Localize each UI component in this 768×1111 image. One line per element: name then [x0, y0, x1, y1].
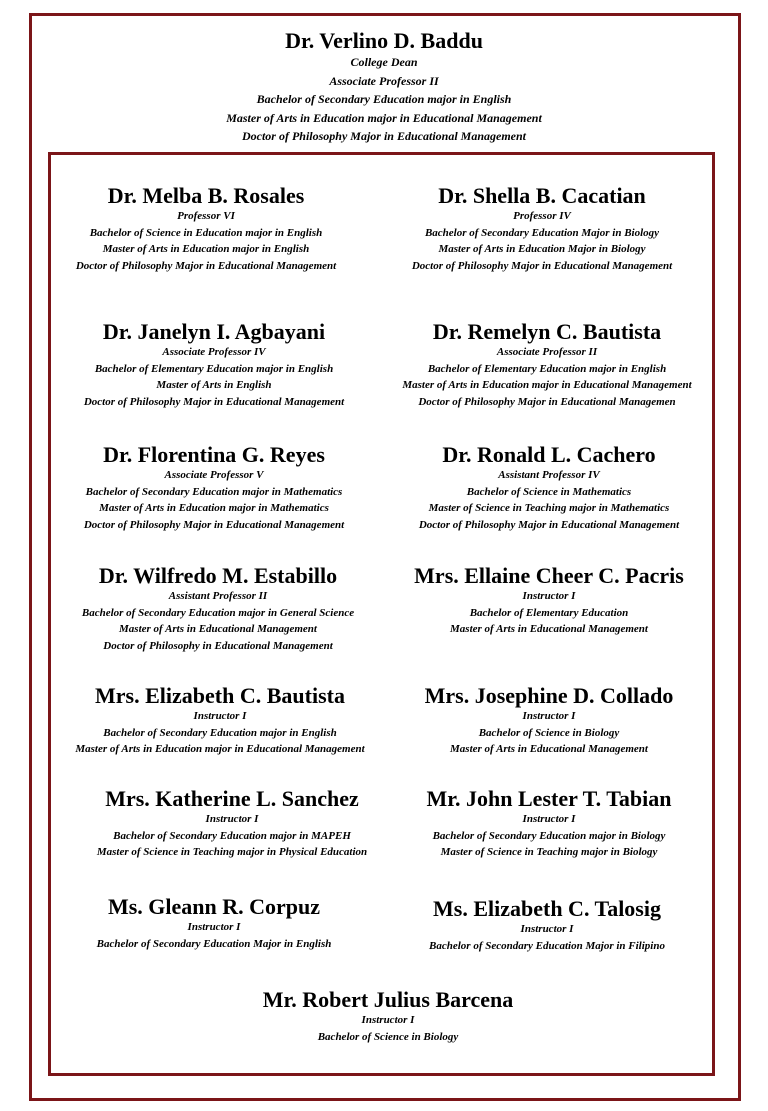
faculty-rank: Instructor I	[522, 590, 576, 602]
faculty-rank: Assistant Professor II	[168, 590, 268, 602]
faculty-card	[382, 897, 712, 954]
faculty-name: Dr. Florentina G. Reyes	[103, 442, 325, 467]
faculty-degree: Bachelor of Science in Education major in English	[89, 226, 323, 239]
faculty-rank: Instructor I	[193, 710, 247, 722]
faculty-name: Dr. Ronald L. Cachero	[442, 442, 656, 467]
faculty-degree: Doctor of Philosophy Major in Educational Management	[411, 259, 673, 272]
faculty-degree: Doctor of Philosophy Major in Educational Management	[83, 518, 345, 531]
faculty-card	[0, 988, 768, 1045]
faculty-card	[382, 564, 716, 638]
faculty-degree: Bachelor of Secondary Education major in Mathematics	[85, 485, 343, 498]
faculty-degree: Bachelor of Secondary Education major in English	[103, 726, 337, 739]
faculty-rank: Associate Professor IV	[162, 346, 266, 358]
faculty-name: Dr. Remelyn C. Bautista	[432, 319, 662, 344]
dean-degree: Bachelor of Secondary Education major in English	[256, 92, 512, 107]
faculty-degree: Bachelor of Secondary Education major in Biology	[432, 829, 666, 842]
faculty-rank: Associate Professor II	[496, 346, 598, 358]
faculty-degree: Master of Arts in Education major in Educational Management	[402, 379, 692, 391]
faculty-card	[382, 184, 702, 274]
faculty-degree: Master of Arts in Education major in Educational Management	[75, 743, 365, 755]
faculty-degree: Master of Science in Teaching major in Physical Education	[96, 846, 368, 858]
faculty-degree: Doctor of Philosophy in Educational Management	[103, 639, 333, 652]
faculty-card	[56, 895, 372, 952]
faculty-card	[382, 684, 716, 758]
faculty-degree: Doctor of Philosophy Major in Educational Management	[418, 518, 680, 531]
faculty-name: Mrs. Josephine D. Collado	[424, 683, 674, 708]
faculty-degree: Master of Arts in Education major in Mathematics	[99, 502, 329, 514]
faculty-name: Dr. Melba B. Rosales	[107, 183, 305, 208]
faculty-degree: Master of Arts in English	[156, 379, 272, 391]
faculty-rank: Professor VI	[177, 210, 235, 222]
faculty-name: Dr. Wilfredo M. Estabillo	[98, 563, 338, 588]
faculty-degree: Master of Science in Teaching major in Mathematics	[428, 502, 670, 514]
faculty-degree: Bachelor of Secondary Education Major in Filipino	[429, 939, 665, 952]
dean-degree: Doctor of Philosophy Major in Educational Management	[241, 129, 527, 144]
faculty-degree: Bachelor of Science in Biology	[478, 726, 620, 739]
faculty-degree: Master of Arts in Education major in English	[102, 243, 310, 255]
faculty-card	[56, 184, 356, 274]
faculty-name: Mr. John Lester T. Tabian	[426, 786, 672, 811]
faculty-card	[56, 320, 372, 410]
faculty-degree: Bachelor of Secondary Education Major in English	[96, 937, 332, 950]
faculty-name: Ms. Gleann R. Corpuz	[107, 894, 321, 919]
faculty-name: Mrs. Ellaine Cheer C. Pacris	[414, 563, 684, 588]
faculty-card	[82, 787, 382, 861]
faculty-name: Dr. Shella B. Cacatian	[438, 183, 646, 208]
faculty-rank: Instructor I	[361, 1014, 415, 1026]
faculty-degree: Bachelor of Science in Biology	[317, 1030, 459, 1043]
faculty-name: Mr. Robert Julius Barcena	[262, 987, 514, 1012]
faculty-card	[56, 443, 372, 533]
dean-rank: Associate Professor II	[329, 73, 439, 88]
faculty-degree: Bachelor of Elementary Education	[469, 606, 629, 619]
faculty-degree: Bachelor of Elementary Education major in English	[94, 362, 334, 375]
faculty-degree: Doctor of Philosophy Major in Educational Managemen	[418, 395, 676, 408]
faculty-degree: Master of Arts in Educational Management	[450, 623, 648, 635]
faculty-name: Mrs. Elizabeth C. Bautista	[95, 683, 345, 708]
faculty-card	[382, 320, 712, 410]
faculty-rank: Instructor I	[205, 813, 259, 825]
faculty-card	[382, 787, 716, 861]
faculty-rank: Assistant Professor IV	[498, 469, 600, 481]
faculty-name: Ms. Elizabeth C. Talosig	[433, 896, 661, 921]
faculty-name: Dr. Janelyn I. Agbayani	[102, 319, 326, 344]
faculty-name: Mrs. Katherine L. Sanchez	[105, 786, 359, 811]
dean-name: Dr. Verlino D. Baddu	[285, 28, 483, 53]
faculty-degree: Bachelor of Science in Mathematics	[466, 485, 632, 498]
dean-degree: Master of Arts in Education major in Educational Management	[226, 110, 542, 125]
faculty-rank: Instructor I	[522, 813, 576, 825]
faculty-rank: Instructor I	[522, 710, 576, 722]
faculty-card	[382, 443, 716, 533]
faculty-rank: Professor IV	[513, 210, 571, 222]
faculty-card	[56, 564, 380, 654]
faculty-rank: Instructor I	[520, 923, 574, 935]
faculty-card	[56, 684, 384, 758]
faculty-degree: Doctor of Philosophy Major in Educational Management	[75, 259, 337, 272]
dean-card	[0, 29, 768, 146]
faculty-degree: Doctor of Philosophy Major in Educational Management	[83, 395, 345, 408]
faculty-degree: Master of Arts in Education Major in Biology	[438, 243, 646, 255]
faculty-degree: Master of Arts in Educational Management	[450, 743, 648, 755]
faculty-degree: Bachelor of Secondary Education major in General Science	[81, 606, 355, 619]
faculty-rank: Associate Professor V	[164, 469, 264, 481]
faculty-degree: Bachelor of Secondary Education Major in Biology	[424, 226, 660, 239]
faculty-degree: Bachelor of Elementary Education major in English	[427, 362, 667, 375]
dean-position: College Dean	[350, 55, 418, 69]
faculty-degree: Master of Science in Teaching major in Biology	[440, 846, 658, 858]
faculty-degree: Master of Arts in Educational Management	[119, 623, 317, 635]
faculty-degree: Bachelor of Secondary Education major in MAPEH	[113, 829, 351, 842]
faculty-rank: Instructor I	[187, 921, 241, 933]
